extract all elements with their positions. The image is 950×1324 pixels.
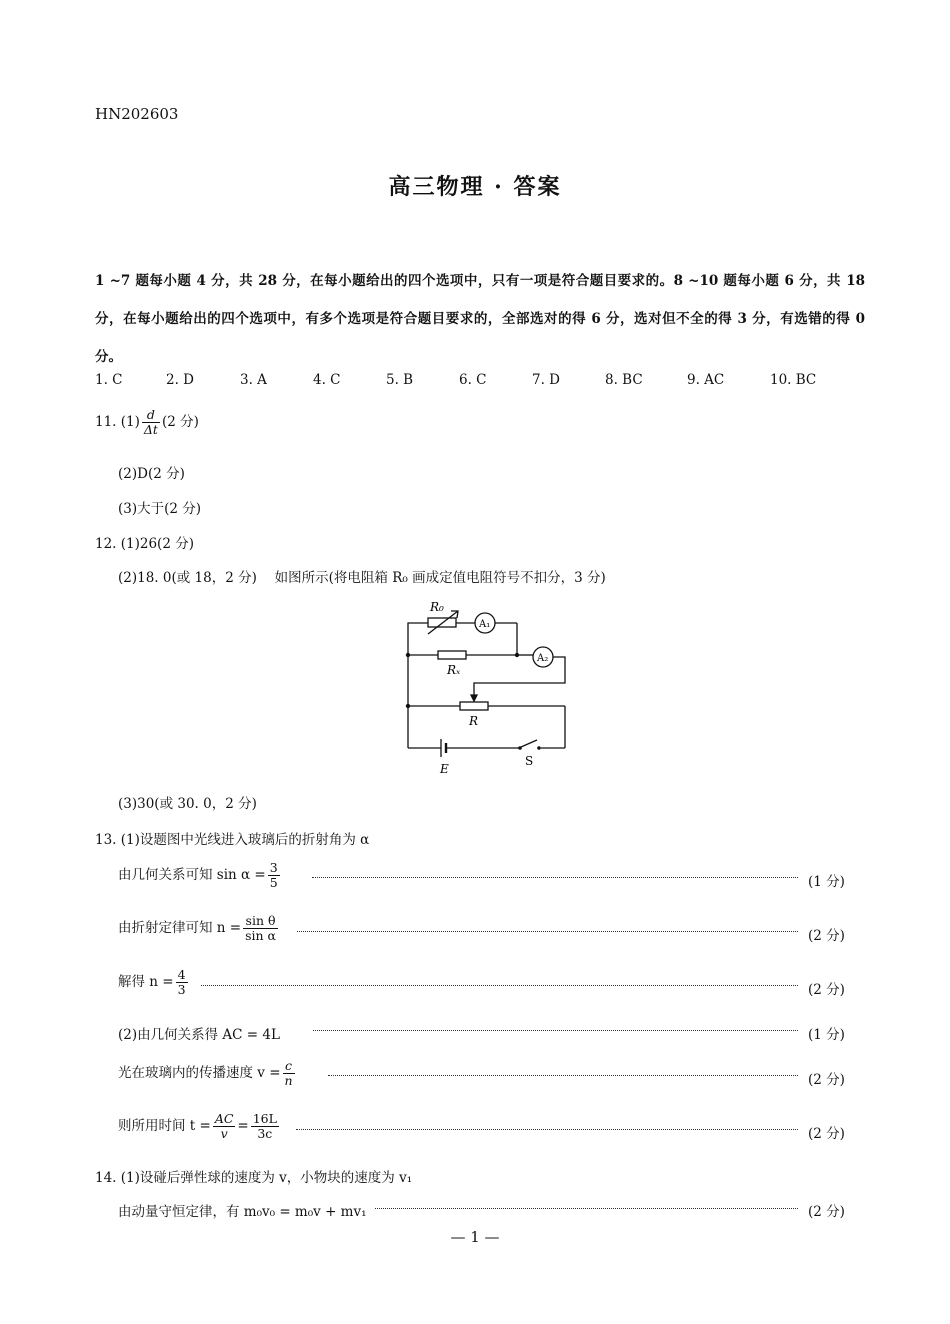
dot-leader bbox=[328, 1075, 798, 1076]
r-label: R bbox=[469, 714, 479, 728]
q13-line2-score: (2 分) bbox=[808, 928, 845, 944]
q13-line6-score: (2 分) bbox=[808, 1126, 845, 1142]
e-label: E bbox=[440, 762, 449, 776]
q13-line4-score: (1 分) bbox=[808, 1027, 845, 1043]
choice-answer: 8. BC bbox=[605, 372, 643, 388]
dot-leader bbox=[313, 1030, 798, 1031]
dot-leader bbox=[297, 931, 798, 932]
q12-part3: (3)30(或 30. 0，2 分) bbox=[118, 796, 257, 812]
s-label: S bbox=[525, 754, 534, 768]
q14-line1-score: (2 分) bbox=[808, 1204, 845, 1220]
choice-answer: 2. D bbox=[166, 372, 194, 388]
q13-line1: 由几何关系可知 sin α = $\frac{3}{5}$ bbox=[118, 860, 278, 890]
choice-answer: 1. C bbox=[95, 372, 123, 388]
q13-line3: 解得 n = $\frac{4}{3}$ bbox=[118, 967, 186, 997]
q12-part2: (2)18. 0(或 18，2 分) 如图所示(将电阻箱 R₀ 画成定值电阻符号不扣分，3 分) bbox=[118, 570, 606, 586]
r0-label: R₀ bbox=[430, 600, 444, 614]
q13-line5: 光在玻璃内的传播速度 v = $\frac{c}{n}$ bbox=[118, 1058, 293, 1088]
document-serial: HN202603 bbox=[95, 105, 179, 123]
page-number: — 1 — bbox=[450, 1228, 500, 1246]
q13-line5-score: (2 分) bbox=[808, 1072, 845, 1088]
instructions-paragraph: 1 ~7 题每小题 4 分，共 28 分，在每小题给出的四个选项中，只有一项是符合题目要求的。8 ~10 题每小题 6 分，共 18 分，在每小题给出的四个选项中，有多个选项是符合题目要求的，全部选对的得 6 分，选对但不全的得 3 分，有选错的得 0 分。 bbox=[95, 273, 865, 365]
a2-label: A₂ bbox=[537, 653, 549, 664]
dot-leader bbox=[296, 1129, 798, 1130]
q14-intro: 14. (1)设碰后弹性球的速度为 v，小物块的速度为 v₁ bbox=[95, 1170, 413, 1186]
q11-part1: 11. (1) $\frac{d}{\Delta t}$ (2 分) bbox=[95, 407, 199, 437]
dot-leader bbox=[375, 1208, 798, 1209]
choice-answer: 4. C bbox=[313, 372, 341, 388]
choice-answer: 7. D bbox=[532, 372, 560, 388]
choice-answer: 6. C bbox=[459, 372, 487, 388]
rx-label: Rₓ bbox=[447, 663, 461, 677]
dot-leader bbox=[312, 877, 798, 878]
q13-line3-score: (2 分) bbox=[808, 982, 845, 998]
a1-label: A₁ bbox=[479, 619, 491, 630]
dot-leader bbox=[201, 985, 798, 986]
choice-answer: 10. BC bbox=[770, 372, 817, 388]
choice-answer: 5. B bbox=[386, 372, 414, 388]
q12-part1: 12. (1)26(2 分) bbox=[95, 536, 194, 552]
q13-line2: 由折射定律可知 n = $\frac{\text{sin θ}}{\text{sin α}}$ bbox=[118, 913, 276, 943]
q13-line6: 则所用时间 t = $\frac{AC}{v}$ = $\frac{16L}{3c}$ bbox=[118, 1111, 277, 1141]
q14-line1: 由动量守恒定律，有 m₀v₀ = m₀v + mv₁ bbox=[118, 1204, 367, 1220]
q13-line4: (2)由几何关系得 AC = 4L bbox=[118, 1027, 280, 1043]
choice-answer: 3. A bbox=[240, 372, 267, 388]
q13-intro: 13. (1)设题图中光线进入玻璃后的折射角为 α bbox=[95, 832, 370, 848]
q13-line1-score: (1 分) bbox=[808, 874, 845, 890]
q11-part3: (3)大于(2 分) bbox=[118, 501, 202, 517]
page-title: 高三物理 · 答案 bbox=[388, 174, 562, 200]
q11-part2: (2)D(2 分) bbox=[118, 466, 185, 482]
circuit-diagram bbox=[395, 598, 580, 780]
choice-answer: 9. AC bbox=[687, 372, 725, 388]
